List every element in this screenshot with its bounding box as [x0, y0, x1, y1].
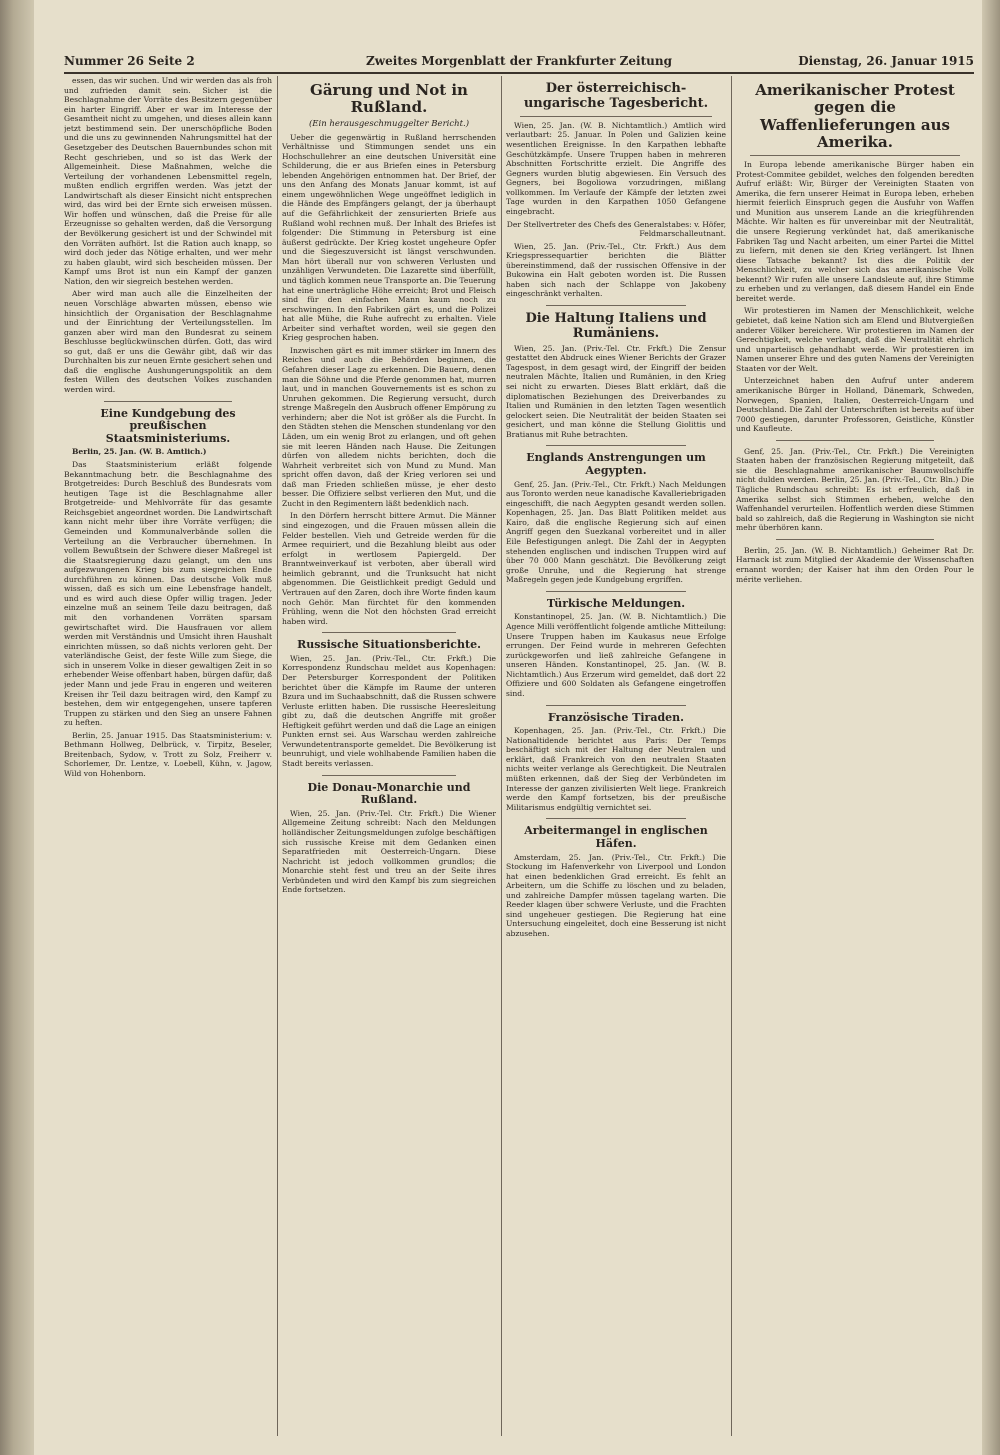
headline-franzoesische-tiraden: Französische Tiraden.	[547, 710, 684, 724]
article-text: Wien, 25. Jan. (W. B. Nichtamtlich.) Amtlich wird verlautbart: 25. Januar. In Polen und Galizien keine wesentlichen Ereignisse. In den Karpathen lebhafte Geschützkämpfe. Unsere Truppen haben in mehreren Abschnitten Fortschritte erzielt. Die Angriffe des Gegners wurden blutig abgewiesen. Ein Versuch des Gegners, bei Bogoliowa vorzudringen, mißlang vollkommen. Im Verlaufe der Kämpfe der letzten zwei Tage wurden in den Karpathen 1050 Gefangene eingebracht.	[506, 120, 726, 216]
article-text: Genf, 25. Jan. (Priv.-Tel., Ctr. Frkft.) Nach Meldungen aus Toronto werden neue kanadische Kavalleriebrigaden eingeschifft, die nach Aegypten gesandt werden sollen. Kopenhagen, 25. Jan. Das Blatt Politiken meldet aus Kairo, daß die englische Regierung sich auf einen Angriff gegen den Suezkanal vorbereitet und in aller Eile Befestigungen anlegt. Die Zahl der in Aegypten stehenden englischen und indischen Truppen wird auf über 70 000 Mann geschätzt. Die Bevölkerung zeigt große Unruhe, und die Regierung hat strenge Maßregeln gegen jede Kundgebung ergriffen.	[506, 479, 726, 585]
article-text: Berlin, 25. Jan. (W. B. Nichtamtlich.) Geheimer Rat Dr. Harnack ist zum Mitglied der Akademie der Wissenschaften ernannt worden; der Kaiser hat ihm den Orden Pour le mérite verliehen.	[736, 545, 974, 584]
headline-england-aegypten: Englands Anstrengungen um Aegypten.	[526, 451, 706, 478]
divider	[546, 305, 686, 306]
article-text: Kopenhagen, 25. Jan. (Priv.-Tel., Ctr. Frkft.) Die Nationaltidende berichtet aus Paris: Der Temps beschäftigt sich mit der Haltung der Neutralen und erklärt, daß Frankreich von den neutralen Staaten nichts weiter verlange als Gerechtigkeit. Die Neutralen müßten erkennen, daß der Sieg der Verbündeten im Interesse der ganzen zivilisierten Welt liege. Frankreich werde den Kampf fortsetzen, bis der preußische Militarismus endgültig vernichtet sei.	[506, 726, 726, 812]
column-4	[736, 76, 974, 1436]
article-text: Wir protestieren im Namen der Menschlichkeit, welche gebietet, daß keine Nation sich am Elend und Blutvergießen anderer Völker bereichere. Wir protestieren im Namen der Gerechtigkeit, welche verlangt, daß die Neutralität ehrlich und unparteiisch gehandhabt werde. Wir protestieren im Namen unserer Ehre und des guten Namens der Vereinigten Staaten vor der Welt.	[736, 306, 974, 373]
headline-donau-monarchie: Die Donau-Monarchie und Rußland.	[307, 780, 471, 807]
divider	[546, 705, 686, 706]
book-binding	[0, 0, 34, 1455]
article-text: Inzwischen gärt es mit immer stärker im Innern des Reiches und auch die Behörden beginnen, die Gefahren dieser Lage zu erkennen. Die Bauern, denen man die Söhne und die Pferde genommen hat, murren laut, und in manchen Gouvernements ist es schon zu Unruhen gekommen. Die Regierung versucht, durch strenge Maßregeln den Ausbruch offener Empörung zu verhindern; aber die Not ist größer als die Furcht. In den Städten stehen die Menschen stundenlang vor den Läden, um ein wenig Brot zu erlangen, und oft gehen sie mit leeren Händen nach Hause. Die Zeitungen dürfen von alledem nichts berichten, doch die Wahrheit verbreitet sich von Mund zu Mund. Man spricht offen davon, daß der Krieg verloren sei und daß man Frieden schließen müsse, je eher desto besser. Die Offiziere selbst verlieren den Mut, und die Zucht in den Regimentern läßt bedenklich nach.	[282, 345, 496, 508]
article-text: Wien, 25. Jan. (Priv.-Tel., Ctr. Frkft.) Die Korrespondenz Rundschau meldet aus Kopenhagen: Der Petersburger Korrespondent der Politiken berichtet über die Kämpfe im Raume der unteren Bzura und im Suchaabschnitt, daß die Russen schwere Verluste erlitten haben. Die russische Heeresleitung gibt zu, daß die deutschen Angriffe mit großer Heftigkeit geführt werden und daß die Lage an einigen Punkten ernst sei. Aus Warschau werden zahlreiche Verwundetentransporte gemeldet. Die Bevölkerung ist beunruhigt, und viele wohlhabende Familien haben die Stadt bereits verlassen.	[282, 653, 496, 769]
article-text: Unterzeichnet haben den Aufruf unter anderem amerikanische Bürger in Holland, Dänemark, Schweden, Norwegen, Spanien, Italien, Oesterreich-Ungarn und Deutschland. Die Zahl der Unterschriften ist bereits auf über 7000 gestiegen, darunter Professoren, Geistliche, Künstler und Kaufleute.	[736, 376, 974, 434]
article-text: In den Dörfern herrscht bittere Armut. Die Männer sind eingezogen, und die Frauen müssen allein die Felder bestellen. Vieh und Getreide werden für die Armee requiriert, und die Bezahlung bleibt aus oder erfolgt in wertlosem Papiergeld. Der Branntweinverkauf ist verboten, aber überall wird heimlich gebrannt, und die Trunksucht hat nicht abgenommen. Die Geistlichkeit predigt Geduld und Vertrauen auf den Zaren, doch ihre Worte finden kaum noch Gehör. Man fürchtet für den kommenden Frühling, wenn die Not den höchsten Grad erreicht haben wird.	[282, 511, 496, 626]
article-text: Ueber die gegenwärtig in Rußland herrschenden Verhältnisse und Stimmungen sendet uns ein Hochschullehrer an eine deutschen Universität eine Schilderung, die er aus Briefen eines in Petersburg lebenden Angehörigen entnommen hat. Der Brief, der uns den Anfang des Monats Januar kommt, ist auf einem ungewöhnlichen Wege ungeöffnet lediglich in die Hände des Empfängers gelangt, der ja überhaupt auf die Gefährlichkeit der zensurierten Briefe aus Rußland wohl rechnen muß. Der Inhalt des Briefes ist folgender: Die Stimmung in Petersburg ist eine äußerst gedrückte. Der Krieg kostet ungeheure Opfer und die Siegeszuversicht ist längst verschwunden. Man hört überall nur von schweren Verlusten und unzähligen Verwundeten. Die Lazarette sind überfüllt, und täglich kommen neue Transporte an. Die Teuerung hat eine unerträgliche Höhe erreicht; Brot und Fleisch sind für den einfachen Mann kaum noch zu erschwingen. In den Fabriken gärt es, und die Polizei hat alle Mühe, die Ruhe aufrecht zu erhalten. Viele Arbeiter sind verhaftet worden, weil sie gegen den Krieg gesprochen haben.	[282, 132, 496, 343]
header-issue: Nummer 26 Seite 2	[64, 54, 195, 68]
headline-tagesbericht: Der österreichisch-ungarische Tagesbericht.	[523, 81, 709, 111]
column-2	[282, 76, 496, 1436]
article-text: Aber wird man auch alle die Einzelheiten der neuen Vorschläge abwarten müssen, ebenso wie hinsichtlich der Organisation der Beschlagnahme und der Einrichtung der Verteilungsstellen. Im ganzen aber wird man den Bundesrat zu seinem Beschlusse beglückwünschen dürfen. Gott, das wird so gut, daß er uns die Gewähr gibt, daß wir das Durchhalten bis zur neuen Ernte gesichert sehen und daß die englische Aushungerungspolitik an dem festen Willen des deutschen Volkes zuschanden werden wird.	[64, 289, 272, 394]
dateline: Berlin, 25. Jan. (W. B. Amtlich.)	[72, 447, 207, 457]
column-1	[64, 76, 272, 1436]
column-rule	[501, 76, 502, 1436]
page-edge	[982, 0, 1000, 1455]
headline-gaerung: Gärung und Not in Rußland.	[310, 81, 468, 117]
divider	[750, 155, 960, 156]
article-text: Wien, 25. Jan. (Priv.-Tel. Ctr. Frkft.) Die Zensur gestattet den Abdruck eines Wiener Berichts der Grazer Tagespost, in dem gesagt wird, der Eingriff der beiden neutralen Mächte, Italien und Rumänien, in den Krieg sei nicht zu erwarten. Dieses Blatt erklärt, daß die diplomatischen Beziehungen des Dreiverbandes zu Italien und Rumänien in den letzten Tagen wesentlich gelockert seien. Die Neutralität der beiden Staaten sei gesichert, und man könne die Stellung Giolittis und Bratianus mit Ruhe betrachten.	[506, 343, 726, 439]
article-text: Konstantinopel, 25. Jan. (W. B. Nichtamtlich.) Die Agence Milli veröffentlicht folgende amtliche Mitteilung: Unsere Truppen haben im Kaukasus neue Erfolge errungen. Der Feind wurde in mehreren Gefechten zurückgeworfen und ließ zahlreiche Gefangene in unseren Händen. Konstantinopel, 25. Jan. (W. B. Nichtamtlich.) Aus Erzerum wird gemeldet, daß dort 22 Offiziere und 600 Soldaten als Gefangene eingetroffen sind.	[506, 612, 726, 698]
subheadline: (Ein herausgeschmuggelter Bericht.)	[308, 118, 470, 129]
headline-amerikanischer-protest: Amerikanischer Protest gegen die Waffenlieferungen aus Amerika.	[755, 81, 955, 151]
article-text: Genf, 25. Jan. (Priv.-Tel., Ctr. Frkft.) Die Vereinigten Staaten haben der französischen Regierung mitgeteilt, daß sie die Beschlagnahme amerikanischer Baumwollschiffe nicht dulden werden. Berlin, 25. Jan. (Priv.-Tel., Ctr. Bln.) Die Tägliche Rundschau schreibt: Es ist erfreulich, daß in Amerika selbst sich Stimmen erheben, welche den Waffenhandel verurteilen. Hoffentlich werden diese Stimmen bald so zahlreich, daß die Regierung in Washington sie nicht mehr überhören kann.	[736, 446, 974, 533]
column-rule	[731, 76, 732, 1436]
header-masthead: Zweites Morgenblatt der Frankfurter Zeitung	[366, 54, 672, 68]
divider	[322, 632, 456, 633]
column-3	[506, 76, 726, 1436]
article-text: Amsterdam, 25. Jan. (Priv.-Tel., Ctr. Frkft.) Die Stockung im Hafenverkehr von Liverpool und London hat einen bedenklichen Grad erreicht. Es fehlt an Arbeitern, um die Schiffe zu löschen und zu beladen, und zahlreiche Dampfer müssen tagelang warten. Die Reeder klagen über schwere Verluste, und die Frachten sind ungeheuer gestiegen. Die Regierung hat eine Untersuchung eingeleitet, doch eine Besserung ist nicht abzusehen.	[506, 852, 726, 939]
divider	[776, 440, 934, 441]
divider	[322, 775, 456, 776]
column-rule	[277, 76, 278, 1436]
headline-kundgebung: Eine Kundgebung des preußischen Staatsministeriums.	[100, 406, 236, 445]
article-text: Das Staatsministerium erläßt folgende Bekanntmachung betr. die Beschlagnahme des Brotgetreides: Durch Beschluß des Bundesrats vom heutigen Tage ist die Beschlagnahme aller Brotgetreide- und Mehlvorräte für das gesamte Reichsgebiet angeordnet worden. Die Landwirtschaft kann nicht mehr über ihre Vorräte verfügen; die Gemeinden und Kommunalverbände sollen die Verteilung an die Verbraucher übernehmen. In vollem Bewußtsein der Schwere dieser Maßregel ist die Staatsregierung dazu gelangt, um den uns aufgezwungenen Krieg bis zum siegreichen Ende durchführen zu können. Das deutsche Volk muß wissen, daß es sich um eine Lebensfrage handelt, und es wird auch diese Opfer willig tragen. Jeder einzelne muß an seinem Teile dazu beitragen, daß mit den vorhandenen Vorräten sparsam gewirtschaftet wird. Die Hausfrauen vor allem werden mit Verständnis und Umsicht ihren Haushalt einrichten müssen, so daß nichts verloren geht. Der vaterländische Geist, der feste Wille zum Siege, die sich in unserem Volke in dieser gewaltigen Zeit in so erhebender Weise offenbart haben, bürgen dafür, daß jeder Mann und jede Frau in engeren und weiteren Kreisen ihr Teil dazu beitragen wird, den Kampf zu bestehen, dem wir entgegengehen, unsere tapferen Truppen zu stärken und den Sieg an unsere Fahnen zu heften.	[64, 460, 272, 728]
article-signoff: Berlin, 25. Januar 1915. Das Staatsministerium: v. Bethmann Hollweg, Delbrück, v. Tirpitz, Beseler, Breitenbach, Sydow, v. Trott zu Solz, Freiherr v. Schorlemer, Dr. Lentze, v. Loebell, Kühn, v. Jagow, Wild von Hohenborn.	[64, 730, 272, 779]
newspaper-page	[34, 0, 982, 1455]
divider	[776, 539, 934, 540]
divider	[546, 818, 686, 819]
article-text: Wien, 25. Jan. (Priv.-Tel. Ctr. Frkft.) Die Wiener Allgemeine Zeitung schreibt: Nach den Meldungen holländischer Zeitungsmeldungen zufolge beschäftigen sich russische Kreise mit dem Gedanken einen Separatfrieden mit Oesterreich-Ungarn. Diese Nachricht ist jedoch vollkommen grundlos; die Monarchie steht fest und treu an der Seite ihres Verbündeten und wird den Kampf bis zum siegreichen Ende fortsetzen.	[282, 808, 496, 895]
divider	[520, 116, 712, 117]
divider	[546, 445, 686, 446]
divider	[104, 401, 232, 402]
headline-italien-rumaenien: Die Haltung Italiens und Rumäniens.	[525, 310, 707, 341]
article-text: Wien, 25. Jan. (Priv.-Tel., Ctr. Frkft.) Aus dem Kriegspressequartier berichten die Blätter übereinstimmend, daß der russischen Offensive in der Bukowina ein Halt geboten worden ist. Die Russen haben sich nach der Schlappe von Jakobeny eingeschränkt verhalten.	[506, 241, 726, 299]
divider	[546, 591, 686, 592]
headline-arbeitermangel: Arbeitermangel in englischen Häfen.	[524, 824, 708, 850]
header-date: Dienstag, 26. Januar 1915	[798, 54, 974, 68]
headline-tuerkische-meldungen: Türkische Meldungen.	[546, 596, 686, 610]
headline-situationsberichte: Russische Situationsberichte.	[297, 638, 481, 652]
page-header	[64, 52, 974, 74]
article-text: essen, das wir suchen. Und wir werden das als froh und zufrieden damit sein. Sicher ist die Beschlagnahme der Vorräte des Besitzern gegenüber ein harter Eingriff. Aber er war im Interesse der Gesamtheit nicht zu umgehen, und dieses allein kann jetzt bestimmend sein. Der unerschöpfliche Boden und die uns zu gewinnenden Nahrungsmittel hat der Gesetzgeber des Deutschen Bauernbundes schon mit Recht geschrieben, und so ist das Werk der Allgemeinheit. Diese Maßnahmen, welche die Verteilung der vorhandenen Lebensmittel regeln, mußten endlich ergriffen werden. Was jetzt der Landwirtschaft als dieser Einsicht nicht entsprechen wird, das wird bei der Ernte sich erweisen müssen. Wir hoffen und wünschen, daß die Preise für alle Erzeugnisse so gehalten werden, daß die Versorgung der Bevölkerung gesichert ist und der Schwindel mit den Vorräten aufhört. Ist die Ration auch knapp, so wird doch jeder das Nötige erhalten, und wer mehr zu haben glaubt, wird sich bescheiden müssen. Der Kampf ums Brot ist nun ein Kampf der ganzen Nation, den wir siegreich bestehen werden.	[64, 76, 272, 286]
article-text: In Europa lebende amerikanische Bürger haben ein Protest-Commitee gebildet, welches den folgenden beredten Aufruf erläßt: Wir, Bürger der Vereinigten Staaten von Amerika, die fern unserer Heimat in Europa leben, erheben hiermit feierlich Einspruch gegen die Ausfuhr von Waffen und Munition aus unserem Lande an die kriegführenden Mächte. Wir halten es für unvereinbar mit der Neutralität, die unsere Regierung verkündet hat, daß amerikanische Fabriken Tag und Nacht arbeiten, um einer Partei die Mittel zu liefern, mit denen sie den Krieg verlängert. Ist Ihnen diese Tatsache bekannt? Ist dies die Politik der Menschlichkeit, zu welcher sich das amerikanische Volk bekennt? Wir rufen alle unsere Landsleute auf, ihre Stimme zu erheben und zu verlangen, daß diesem Handel ein Ende bereitet werde.	[736, 160, 974, 303]
article-signature: Der Stellvertreter des Chefs des Generalstabes: v. Höfer, Feldmarschalleutnant.	[506, 219, 726, 238]
